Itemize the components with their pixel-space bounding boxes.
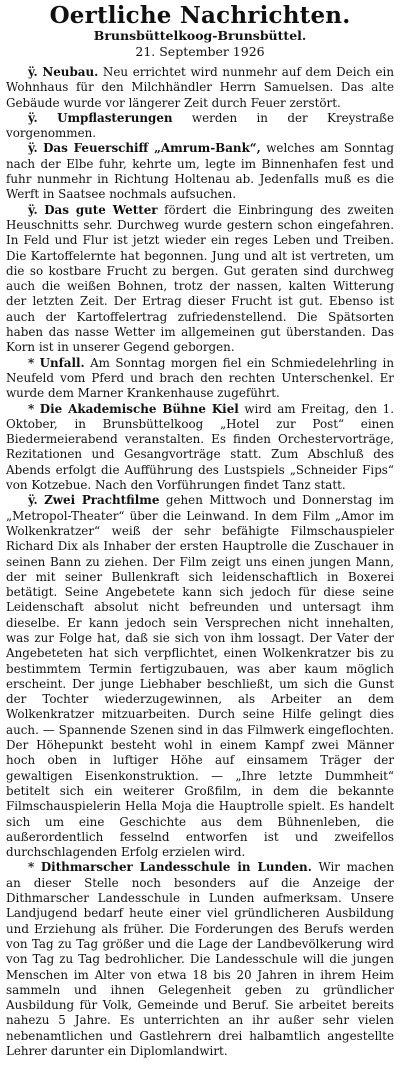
item-text: Wir machen an dieser Stelle noch besonders auf die Anzeige der Dithmarscher Landesschule in Lunden aufmerksam. Unsere Landjugend bedarf heute einer viel gründlicheren Ausbildung und Erziehung als früher. Die Forderungen des Berufs werden von Tag zu Tag größer und die Lage der Landbevölkerung wird von Tag zu Tag bedrohlicher. Die Landesschule will die jungen Menschen im Alter von etwa 18 bis 20 Jahren in ihrem Heim sammeln und ihnen Gelegenheit geben zu gründlicher Ausbildung für Volk, Gemeinde und Beruf. Sie arbeitet bereits nahezu 5 Jahre. Es unterrichten an ihr außer sehr vielen nebenamtlichen und Gastlehrern drei halbamtlich angestellte Lehrer darunter ein Diplomlandwirt. [6,860,394,1058]
section-subtitle: Brunsbüttelkoog-Brunsbüttel. [93,28,307,43]
news-item-feuerschiff [6,141,394,202]
item-headline: Unfall. [39,355,85,370]
item-marker: * [28,355,35,370]
item-text: wird am Freitag, den 1. Oktober, in Brunsbüttelkoog „Hotel zur Post“ einen Biedermeierabend veranstalten. Es finden Orchestervorträge, Rezitationen und Gesangvorträge statt. Zum Abschluß des Abends erfolgt die Aufführung des Lustspiels „Schneider Fips“ von Kotzebue. Nach den Vorführungen findet Tanz statt. [6,401,394,493]
item-text: Am Sonntag morgen fiel ein Schmiedelehrling in Neufeld vom Pferd und brach den rechten Unterschenkel. Er wurde dem Marner Krankenhause zugeführt. [6,355,394,401]
item-marker: ÿ. [28,65,38,79]
item-headline: Das Feuerschiff „Amrum-Bank“, [43,141,261,156]
news-item-akademische-buehne [6,402,394,494]
item-marker: ÿ. [28,141,38,156]
news-item-prachtfilme [6,493,394,860]
item-headline: Dithmarscher Landesschule in Lunden. [40,860,312,875]
item-marker: * [28,401,35,416]
item-headline: Zwei Prachtfilme [44,493,160,508]
item-text: werden in der Kreystraße vorgenommen. [6,110,395,141]
news-column [6,65,394,1059]
item-marker: ÿ. [28,202,38,217]
news-item-neubau [6,65,394,111]
issue-date: 21. September 1926 [135,44,265,59]
item-marker: * [28,860,35,875]
news-item-wetter [6,203,394,356]
item-headline: Die Akademische Bühne Kiel [39,401,239,416]
item-headline: Neubau. [42,65,99,79]
item-marker: ÿ. [28,493,38,508]
section-title: Oertliche Nachrichten. [49,2,351,29]
item-marker: ÿ. [28,110,38,125]
news-item-umpflasterungen [6,111,394,142]
item-text: Neu errichtet wird nunmehr auf dem Deich ein Wohnhaus für den Milchhändler Herrn Samuelsen. Das alte Gebäude wurde vor längerer Zeit durch Feuer zerstört. [6,65,394,110]
item-text: welches am Sonntag nach der Elbe fuhr, kehrte um, legte im Binnenhafen fest und fuhr nunmehr in Richtung Holtenau ab. Jedenfalls muß es die Werft in Saatsee nochmals aufsuchen. [6,141,395,202]
item-text: fördert die Einbringung des zweiten Heuschnitts sehr. Durchweg wurde gestern schon eingefahren. In Feld und Flur ist jetzt wieder ein reges Leben und Treiben. Die Kartoffelernte hat begonnen. Jung und alt ist vertreten, um die so kostbare Frucht zu bergen. Gut geraten sind durchweg auch die weißen Bohnen, trotz der nassen, kalten Witterung der letzten Zeit. Der Ertrag dieser Frucht ist gut. Ebenso ist auch der Kartoffelertrag zufriedenstellend. Die Spätsorten haben das nasse Wetter im allgemeinen gut überstanden. Das Korn ist in unserer Gegend geborgen. [6,202,394,355]
item-text: gehen Mittwoch und Donnerstag im „Metropol-Theater“ über die Leinwand. In dem Film „Amor im Wolkenkratzer“ weiß der sehr befähigte Filmschauspieler Richard Dix als Inhaber der ersten Hauptrolle die Zuschauer in seinen Bann zu ziehen. Der Film zeigt uns einen jungen Mann, der mit seiner Bullenkraft sich leidenschaftlich in Boxerei betätigt. Seine Angebetete kann sich jedoch für diese seine Leidenschaft absolut nicht befreunden und untersagt ihm dieselbe. Er kann jedoch sein Versprechen nicht innehalten, was zur Folge hat, daß sie sich von ihm lossagt. Der Vater der Angebeteten hat sich verpflichtet, einen Wolkenkratzer bis zu bestimmtem Termin fertigzubauen, was aber kaum möglich erscheint. Der junge Liebhaber beschließt, um sich die Gunst der Tochter wiederzugewinnen, als Arbeiter an dem Wolkenkratzer mitzuarbeiten. Durch seine Hilfe gelingt dies auch. — Spannende Szenen sind in das Filmwerk eingeflochten. Der Höhepunkt besteht wohl in einem Kampf zwei Männer hoch oben in luftiger Höhe auf einsamem Träger der gewaltigen Eisenkonstruktion. — „Ihre letzte Dummheit“ betitelt sich ein weiterer Großfilm, in dem die bekannte Filmschauspielerin Hella Moja die Hauptrolle spielt. Es handelt sich um eine Geschichte aus dem Bühnenleben, die außerordentlich fesselnd entworfen ist und zweifellos durchschlagenden Erfolg erzielen wird. [6,493,394,860]
masthead [6,4,394,60]
item-headline: Umpflasterungen [57,110,173,125]
item-headline: Das gute Wetter [44,202,158,217]
news-item-landesschule [6,860,394,1059]
news-item-unfall [6,356,394,402]
